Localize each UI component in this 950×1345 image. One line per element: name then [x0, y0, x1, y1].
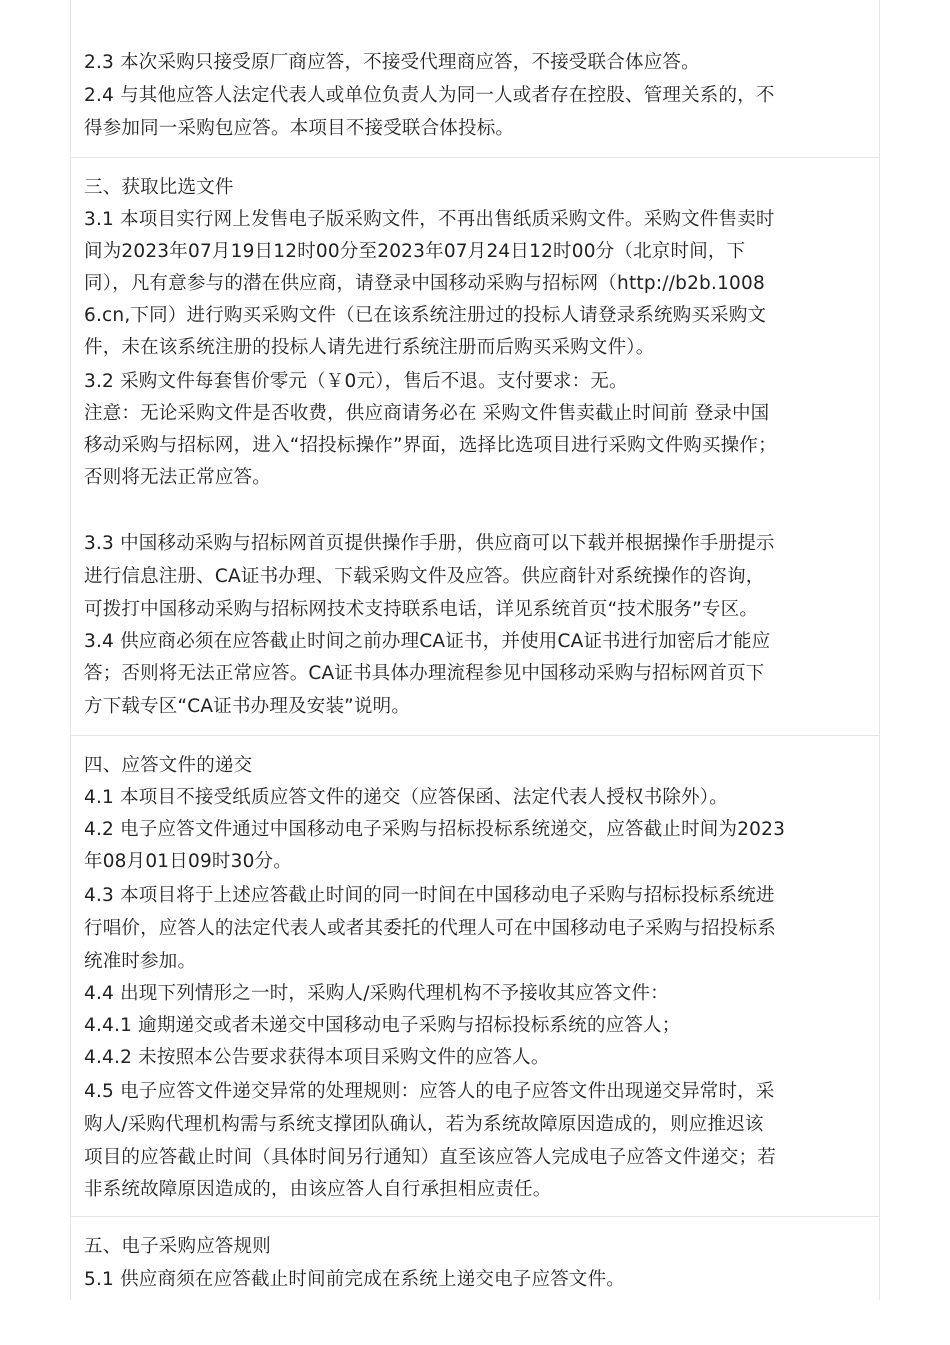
notice-line-2: 移动采购与招标网，进入“招投标操作”界面，选择比选项目进行采购文件购买操作；: [84, 435, 777, 456]
document-page: [70, 0, 880, 1300]
paragraph-2-4-line-2: 得参加同一采购包应答。本项目不接受联合体投标。: [84, 118, 515, 139]
paragraph-3-4-line-3: 方下载专区“CA证书办理及安装”说明。: [84, 696, 411, 717]
paragraph-3-4-line-1: 3.4 供应商必须在应答截止时间之前办理CA证书，并使用CA证书进行加密后才能应: [84, 631, 771, 652]
paragraph-3-3-line-3: 可拨打中国移动采购与招标网技术支持联系电话，详见系统首页“技术服务”专区。: [84, 599, 759, 620]
paragraph-3-3-line-2: 进行信息注册、CA证书办理、下载采购文件及应答。供应商针对系统操作的咨询，: [84, 566, 765, 587]
paragraph-2-3: 2.3 本次采购只接受原厂商应答，不接受代理商应答，不接受联合体应答。: [84, 52, 700, 73]
paragraph-5-1: 5.1 供应商须在应答截止时间前完成在系统上递交电子应答文件。: [84, 1269, 626, 1290]
paragraph-3-2: 3.2 采购文件每套售价零元（￥0元），售后不退。支付要求：无。: [84, 371, 628, 392]
paragraph-3-1-line-5: 件，未在该系统注册的投标人请先进行系统注册而后购买采购文件）。: [84, 337, 655, 358]
section-4-heading: 四、应答文件的递交: [84, 755, 253, 776]
paragraph-3-1-line-1: 3.1 本项目实行网上发售电子版采购文件，不再出售纸质采购文件。采购文件售卖时: [84, 209, 775, 230]
paragraph-4-5-line-4: 非系统故障原因造成的，由该应答人自行承担相应责任。: [84, 1179, 552, 1200]
paragraph-4-5-line-3: 项目的应答截止时间（具体时间另行通知）直至该应答人完成电子应答文件递交；若: [84, 1147, 776, 1168]
paragraph-4-4: 4.4 出现下列情形之一时，采购人/采购代理机构不予接收其应答文件：: [84, 983, 669, 1004]
section-2-tail: [71, 0, 879, 157]
section-5-heading: 五、电子采购应答规则: [84, 1236, 272, 1257]
paragraph-4-2-line-2: 年08月01日09时30分。: [84, 851, 292, 872]
paragraph-4-3-line-1: 4.3 本项目将于上述应答截止时间的同一时间在中国移动电子采购与招标投标系统进: [84, 885, 775, 906]
paragraph-3-3-line-1: 3.3 中国移动采购与招标网首页提供操作手册，供应商可以下载并根据操作手册提示: [84, 533, 775, 554]
section-3: [71, 157, 879, 735]
paragraph-4-5-line-2: 购人/采购代理机构需与系统支撑团队确认，若为系统故障原因造成的，则应推迟该: [84, 1114, 764, 1135]
section-3-heading: 三、获取比选文件: [84, 177, 234, 198]
paragraph-4-3-line-2: 行唱价，应答人的法定代表人或者其委托的代理人可在中国移动电子采购与招投标系: [84, 918, 776, 939]
notice-line-1: 注意：无论采购文件是否收费，供应商请务必在 采购文件售卖截止时间前 登录中国: [84, 403, 770, 424]
section-5: [71, 1216, 879, 1300]
paragraph-4-4-2: 4.4.2 未按照本公告要求获得本项目采购文件的应答人。: [84, 1047, 550, 1068]
paragraph-2-4-line-1: 2.4 与其他应答人法定代表人或单位负责人为同一人或者存在控股、管理关系的，不: [84, 85, 775, 106]
paragraph-4-3-line-3: 统准时参加。: [84, 951, 197, 972]
paragraph-4-4-1: 4.4.1 逾期递交或者未递交中国移动电子采购与招标投标系统的应答人；: [84, 1015, 681, 1036]
paragraph-3-1-line-3: 同），凡有意参与的潜在供应商，请登录中国移动采购与招标网（http://b2b.1008: [84, 273, 765, 294]
notice-line-3: 否则将无法正常应答。: [84, 467, 272, 488]
section-4: [71, 735, 879, 1216]
paragraph-4-5-line-1: 4.5 电子应答文件递交异常的处理规则：应答人的电子应答文件出现递交异常时，采: [84, 1081, 775, 1102]
paragraph-3-4-line-2: 答；否则将无法正常应答。CA证书具体办理流程参见中国移动采购与招标网首页下: [84, 663, 765, 684]
paragraph-4-1: 4.1 本项目不接受纸质应答文件的递交（应答保函、法定代表人授权书除外）。: [84, 787, 728, 808]
paragraph-3-1-line-2: 间为2023年07月19日12时00分至2023年07月24日12时00分（北京时间，下: [84, 241, 746, 262]
paragraph-3-1-line-4: 6.cn,下同）进行购买采购文件（已在该系统注册过的投标人请登录系统购买采购文: [84, 305, 767, 326]
paragraph-4-2-line-1: 4.2 电子应答文件通过中国移动电子采购与招标投标系统递交，应答截止时间为2023: [84, 819, 786, 840]
